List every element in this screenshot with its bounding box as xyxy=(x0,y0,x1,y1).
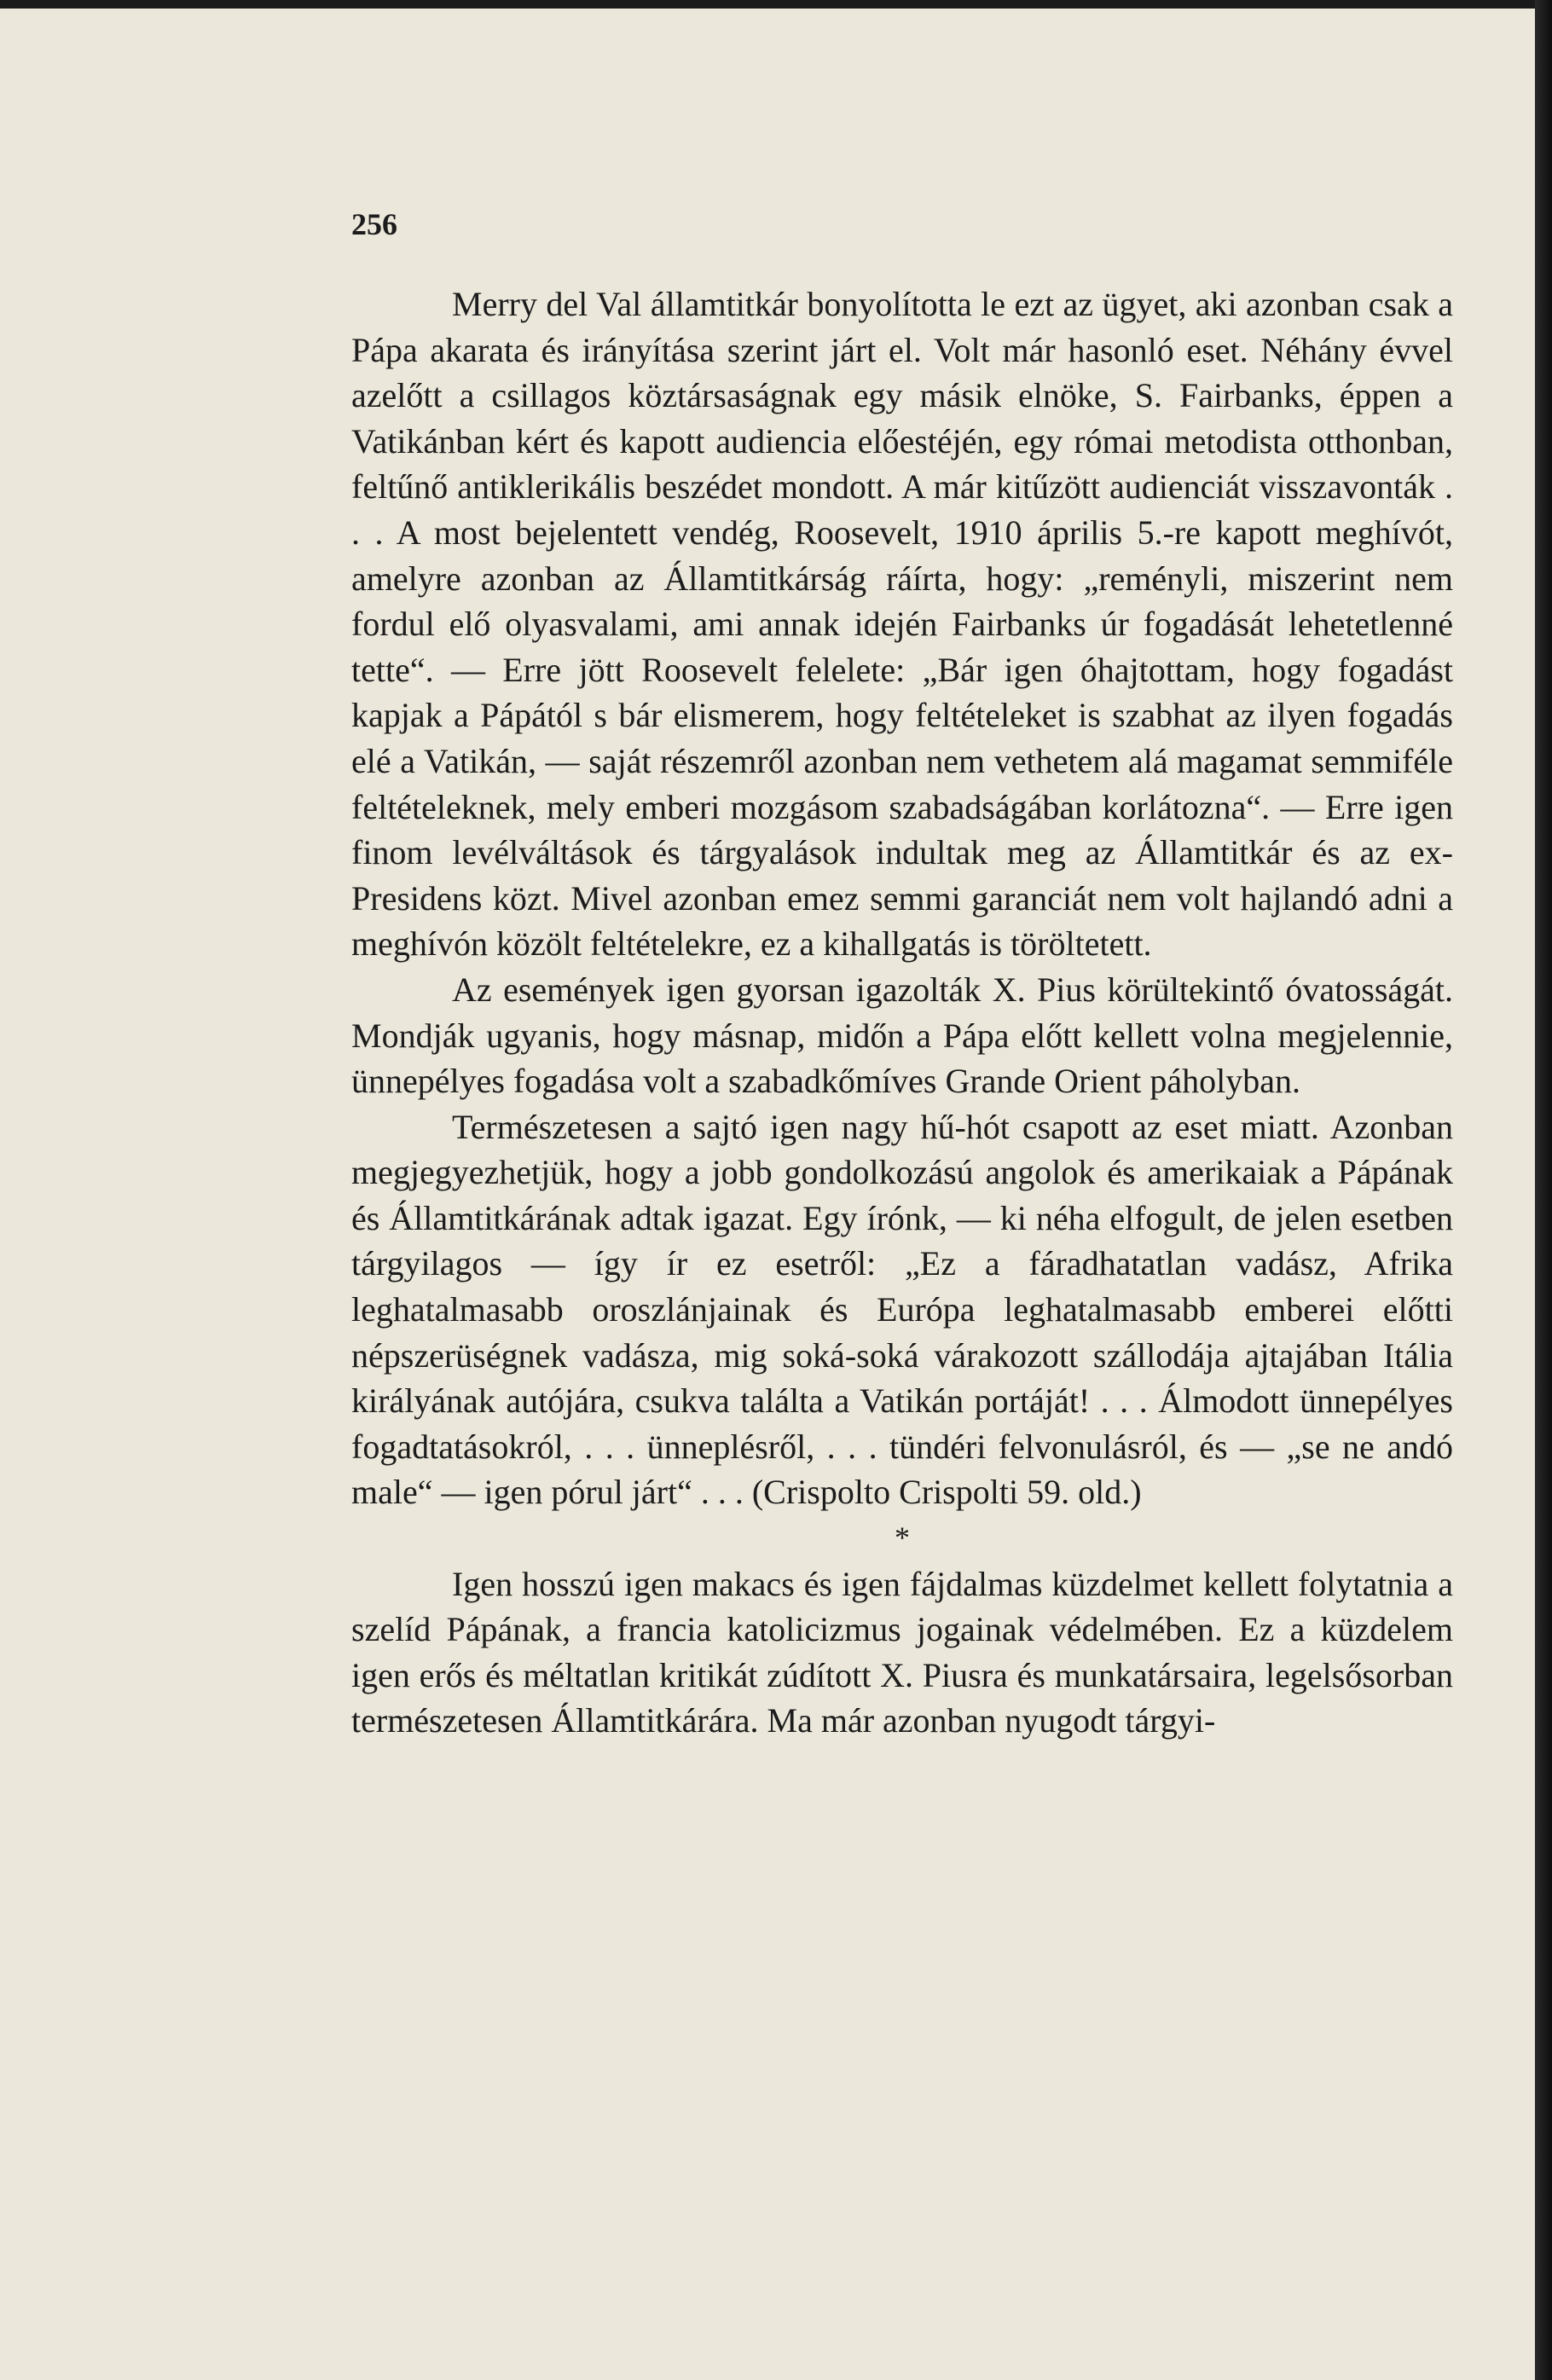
body-text xyxy=(351,281,1453,1744)
page-edge-shadow xyxy=(1535,0,1552,2380)
paragraph-2: Az események igen gyorsan igazolták X. Pius körültekintő óvatosságát. Mondják ugyanis, hogy másnap, midőn a Pápa előtt kellett volna megjelennie, ünnepélyes fogadása volt a szabadkőmíves Grande Orient páholyban. xyxy=(351,970,1453,1101)
paragraph-3: Természetesen a sajtó igen nagy hű-hót csapott az eset miatt. Azonban megjegyezhetjük, hogy a jobb gondolkozású angolok és amerikaiak a Pápának és Államtitkárának adtak igazat. Egy írónk, — ki néha elfogult, de jelen esetben tárgyilagos — így ír ez esetről: „Ez a fáradhatatlan vadász, Afrika leghatalmasabb oroszlánjainak és Európa leghatalmasabb emberei előtti népszerüségnek vadásza, mig soká-soká várakozott szállodája ajtajában Itália királyának autójára, csukva találta a Vatikán portáját! . . . Álmodott ünnepélyes fogadtatásokról, . . . ünneplésről, . . . tündéri felvonulásról, és — „se ne andó male“ — igen pórul járt“ . . . (Crispolto Crispolti 59. old.) xyxy=(351,1107,1453,1512)
paragraph-4: Igen hosszú igen makacs és igen fájdalmas küzdelmet kellett folytatnia a szelíd Pápának, a francia katolicizmus jogainak védelmében. Ez a küzdelem igen erős és méltatlan kritikát zúdított X. Piusra és munkatársaira, legelsősorban természetesen Államtitkárára. Ma már azonban nyugodt tárgyi- xyxy=(351,1564,1453,1740)
page-number: 256 xyxy=(351,207,397,241)
paragraph-1: Merry del Val államtitkár bonyolította le ezt az ügyet, aki azonban csak a Pápa akarata és irányítása szerint járt el. Volt már hasonló eset. Néhány évvel azelőtt a csillagos köztársaságnak egy másik elnöke, S. Fairbanks, éppen a Vatikánban kért és kapott audiencia előestéjén, egy római metodista otthonban, feltűnő antiklerikális beszédet mondott. A már kitűzött audienciát visszavonták . . . A most bejelentett vendég, Roosevelt, 1910 április 5.-re kapott meghívót, amelyre azonban az Államtitkárság ráírta, hogy: „reményli, miszerint nem fordul elő olyasvalami, ami annak idején Fairbanks úr fogadását lehetetlenné tette“. — Erre jött Roosevelt felelete: „Bár igen óhajtottam, hogy fogadást kapjak a Pápától s bár elismerem, hogy feltételeket is szabhat az ilyen fogadás elé a Vatikán, — saját részemről azonban nem vethetem alá magamat semmiféle feltételeknek, mely emberi mozgásom szabadságában korlátozna“. — Erre igen finom levélváltások és tárgyalások indultak meg az Államtitkár és az ex-Presidens közt. Mivel azonban emez semmi garanciát nem volt hajlandó adni a meghívón közölt feltételekre, ez a kihallgatás is töröltetett. xyxy=(351,285,1453,964)
section-separator: * xyxy=(895,1520,910,1555)
